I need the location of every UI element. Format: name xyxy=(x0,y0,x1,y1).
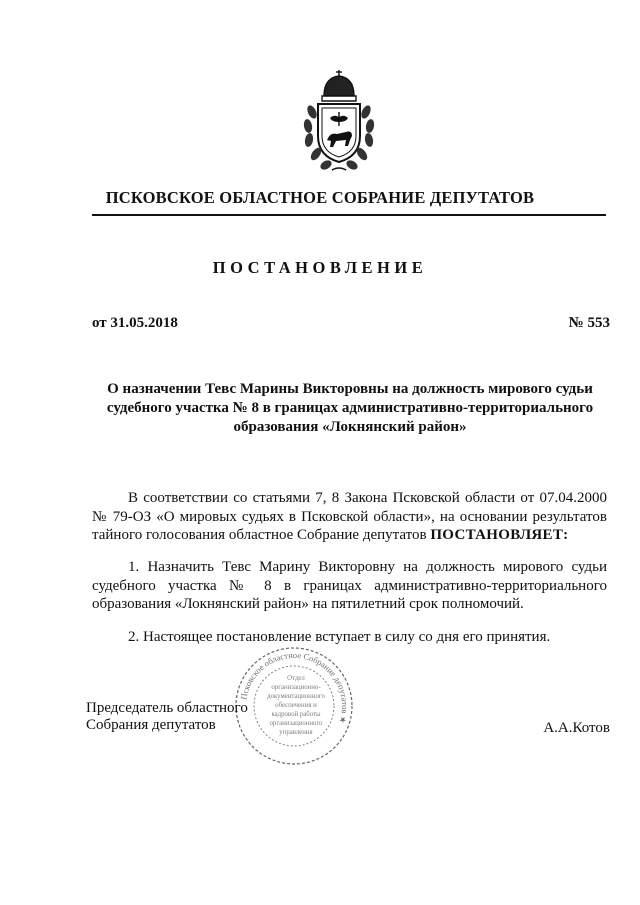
preamble-paragraph xyxy=(92,489,607,545)
signature-title-line1: Председатель областного xyxy=(86,700,248,716)
signer-name: А.А.Котов xyxy=(543,720,610,736)
svg-text:обеспечения и: обеспечения и xyxy=(275,702,317,709)
resolution-item-1: 1. Назначить Тевс Марину Викторовну на должность мирового судьи судебного участка № 8 в границах административно-территориального образования «Локнянский район» на пятилетний срок полномочий. xyxy=(92,559,607,612)
preamble-text: В соответствии со статьями 7, 8 Закона Псковской области от 07.04.2000 № 79-ОЗ «О мировых судьях в Псковской области», на основании результатов тайного голосования областное Собрание депутатов xyxy=(92,490,607,543)
resolves-keyword: ПОСТАНОВЛЯЕТ: xyxy=(430,527,569,543)
svg-text:организационного: организационного xyxy=(269,720,323,727)
coat-of-arms-emblem xyxy=(296,68,382,176)
signature-title-line2: Собрания депутатов xyxy=(86,717,216,733)
document-date: от 31.05.2018 xyxy=(92,315,178,331)
svg-text:организационно-: организационно- xyxy=(271,684,321,691)
document-number: № 553 xyxy=(568,315,610,331)
subject-line: О назначении Тевс Марины Викторовны на должность мирового судьи xyxy=(107,381,593,397)
subject-line: судебного участка № 8 в границах административно-территориального xyxy=(106,400,594,416)
official-stamp xyxy=(232,644,356,768)
svg-text:Отдел: Отдел xyxy=(287,675,305,682)
svg-text:управления: управления xyxy=(279,729,313,736)
resolution-item-2: 2. Настоящее постановление вступает в силу со дня его принятия. xyxy=(128,629,551,645)
document-subject xyxy=(60,380,640,437)
header-divider xyxy=(92,214,606,216)
svg-text:кадровой работы: кадровой работы xyxy=(271,711,321,718)
svg-text:Псковское областное Собрание д: Псковское областное Собрание депутатов ★ xyxy=(238,649,351,725)
subject-line: образования «Локнянский район» xyxy=(233,419,467,435)
svg-text:документационного: документационного xyxy=(267,693,325,700)
organization-name: ПСКОВСКОЕ ОБЛАСТНОЕ СОБРАНИЕ ДЕПУТАТОВ xyxy=(105,188,535,207)
document-type-title: ПОСТАНОВЛЕНИЕ xyxy=(212,258,428,277)
